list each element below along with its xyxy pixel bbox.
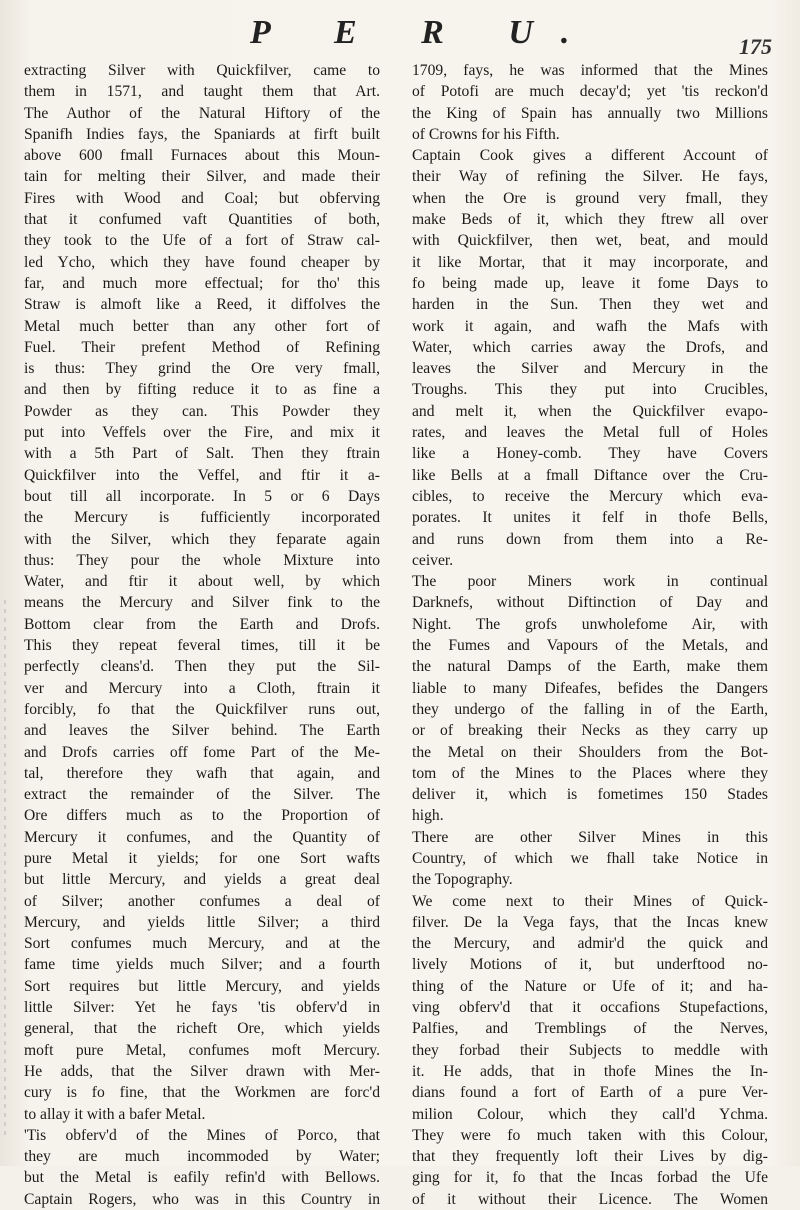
text-line: that it confumed vaft Quantities of both,: [24, 211, 380, 229]
text-line: the Fumes and Vapours of the Metals, and: [412, 637, 768, 655]
text-line: pure Metal it yields; for one Sort wafts: [24, 849, 380, 867]
text-line: when the Ore is ground very fmall, they: [412, 189, 768, 207]
text-line: tom of the Mines to the Places where they: [412, 764, 768, 782]
text-line: with a 5th Part of Salt. Then they ftrain: [24, 445, 380, 463]
text-line: dians found a fort of Earth of a pure Ver-: [412, 1084, 768, 1102]
text-line: 'Tis obferv'd of the Mines of Porco, that: [24, 1126, 380, 1144]
text-line: Powder as they can. This Powder they: [24, 402, 380, 420]
text-line: We come next to their Mines of Quick-: [412, 892, 768, 910]
text-line: little Silver: Yet he fays 'tis obferv'd in: [24, 999, 380, 1017]
text-line: of Crowns for his Fifth.: [412, 125, 560, 143]
text-line: tal, therefore they wafh that again, and: [24, 764, 380, 782]
text-line: it like Mortar, that it may incorporate, and: [412, 253, 768, 271]
text-line: like Bells at a fmall Diftance over the Cru-: [412, 466, 768, 484]
text-line: He adds, that the Silver drawn with Mer-: [24, 1062, 380, 1080]
text-line: but little Mercury, and yields a great deal: [24, 871, 380, 889]
margin-shadow: [4, 600, 6, 1140]
text-line: Sort confumes much Mercury, and at the: [24, 935, 380, 953]
text-line: ving obferv'd that it occafions Stupefactions,: [412, 999, 768, 1017]
text-line: Darknefs, without Diftinction of Day and: [412, 594, 768, 612]
text-line: of it without their Licence. The Women: [412, 1190, 768, 1208]
text-line: moft pure Metal, confumes moft Mercury.: [24, 1041, 380, 1059]
text-line: make Beds of it, which they ftrew all over: [412, 211, 768, 229]
text-line: The poor Miners work in continual: [412, 573, 768, 591]
text-line: thus: They pour the whole Mixture into: [24, 551, 380, 569]
text-line: means the Mercury and Silver fink to the: [24, 594, 380, 612]
text-line: deliver it, which is fometimes 150 Stades: [412, 786, 768, 804]
text-line: the King of Spain has annually two Millions: [412, 104, 768, 122]
text-line: Sort requires but little Mercury, and yields: [24, 977, 380, 995]
text-line: Water, and ftir it about well, by which: [24, 573, 380, 591]
text-line: of Silver; another confumes a deal of: [24, 892, 380, 910]
text-line: Mercury, and yields little Silver; a third: [24, 913, 380, 931]
text-line: rates, and leaves the Metal full of Holes: [412, 424, 768, 442]
text-line: ging for it, fo that the Incas forbad the Ufe: [412, 1169, 768, 1187]
text-line: extract the remainder of the Silver. The: [24, 786, 380, 804]
text-line: they undergo of the falling in of the Earth,: [412, 700, 768, 718]
text-line: work it again, and wafh the Mafs with: [412, 317, 768, 335]
text-line: they are much incommoded by Water;: [24, 1148, 380, 1166]
text-line: them in 1571, and taught them that Art.: [24, 83, 380, 101]
text-line: filver. De la Vega fays, that the Incas knew: [412, 913, 768, 931]
text-line: to allay it with a bafer Metal.: [24, 1105, 206, 1123]
text-line: cury is fo fine, that the Workmen are forc'd: [24, 1084, 380, 1102]
text-line: the Mercury, and admir'd the quick and: [412, 935, 768, 953]
text-line: put into Veffels over the Fire, and mix it: [24, 424, 380, 442]
running-head: P E R U.: [250, 14, 598, 51]
text-line: Spanifh Indies fays, the Spaniards at firft built: [24, 125, 380, 143]
text-line: perfectly cleans'd. Then they put the Sil-: [24, 658, 380, 676]
text-line: general, that the richeft Ore, which yields: [24, 1020, 380, 1038]
text-line: it. He adds, that in thofe Mines the In-: [412, 1062, 768, 1080]
text-line: 1709, fays, he was informed that the Mines: [412, 62, 768, 79]
text-line: fo being made up, leave it fome Days to: [412, 274, 768, 292]
text-line: harden in the Sun. Then they wet and: [412, 296, 768, 314]
text-line: the natural Damps of the Earth, make them: [412, 658, 768, 676]
text-line: is thus: They grind the Ore very fmall,: [24, 360, 380, 378]
text-line: Fires with Wood and Coal; but obferving: [24, 189, 380, 207]
right-text-column: [412, 60, 768, 1210]
text-line: tain for melting their Silver, and made their: [24, 168, 380, 186]
text-line: Ore differs much as to the Proportion of: [24, 807, 380, 825]
text-line: Metal much better than any other fort of: [24, 317, 380, 335]
text-line: and then by fifting reduce it to as fine a: [24, 381, 380, 399]
text-line: liable to many Difeafes, befides the Dangers: [412, 679, 768, 697]
text-line: Water, which carries away the Drofs, and: [412, 338, 768, 356]
text-line: or of breaking their Necks as they carry up: [412, 722, 768, 740]
text-line: There are other Silver Mines in this: [412, 828, 768, 846]
text-line: they took to the Ufe of a fort of Straw cal-: [24, 232, 380, 250]
page-header: [0, 6, 800, 66]
text-line: bout till all incorporate. In 5 or 6 Days: [24, 487, 380, 505]
text-line: and melt it, when the Quickfilver evapo-: [412, 402, 768, 420]
text-line: milion Colour, which they call'd Ychma.: [412, 1105, 768, 1123]
text-line: Captain Cook gives a different Account of: [412, 147, 768, 165]
text-line: the Metal on their Shoulders from the Bot-: [412, 743, 768, 761]
text-line: and leaves the Silver behind. The Earth: [24, 722, 380, 740]
text-line: they forbad their Subjects to meddle with: [412, 1041, 768, 1059]
text-line: The Author of the Natural Hiftory of the: [24, 104, 380, 122]
text-line: Bottom clear from the Earth and Drofs.: [24, 615, 380, 633]
text-line: like a Honey-comb. They have Covers: [412, 445, 768, 463]
text-line: with Quickfilver, then wet, beat, and mould: [412, 232, 768, 250]
text-line: extracting Silver with Quickfilver, came to: [24, 62, 380, 79]
text-line: Captain Rogers, who was in this Country in: [24, 1190, 380, 1208]
text-line: leaves the Silver and Mercury in the: [412, 360, 768, 378]
text-line: Country, of which we fhall take Notice in: [412, 849, 768, 867]
text-line: Mercury it confumes, and the Quantity of: [24, 828, 380, 846]
text-line: Troughs. This they put into Crucibles,: [412, 381, 768, 399]
text-line: above 600 fmall Furnaces about this Moun-: [24, 147, 380, 165]
text-line: Night. The grofs unwholefome Air, with: [412, 615, 768, 633]
text-line: Fuel. Their prefent Method of Refining: [24, 338, 380, 356]
text-line: They were fo much taken with this Colour,: [412, 1126, 768, 1144]
text-line: cibles, to receive the Mercury which eva-: [412, 487, 768, 505]
text-line: This they repeat feveral times, till it be: [24, 637, 380, 655]
text-line: the Mercury is fufficiently incorporated: [24, 509, 380, 527]
text-line: thing of the Nature or Ufe of it; and ha-: [412, 977, 768, 995]
text-line: far, and much more effectual; for tho' this: [24, 274, 380, 292]
left-text-column: [24, 60, 380, 1210]
text-line: ver and Mercury into a Cloth, ftrain it: [24, 679, 380, 697]
text-line: Quickfilver into the Veffel, and ftir it a-: [24, 466, 380, 484]
text-line: forcibly, fo that the Quickfilver runs out,: [24, 700, 380, 718]
text-line: lively Motions of it, but underftood no-: [412, 956, 768, 974]
text-line: with the Silver, which they feparate again: [24, 530, 380, 548]
text-line: fame time yields much Silver; and a fourth: [24, 956, 380, 974]
text-line: ceiver.: [412, 551, 454, 569]
text-line: porates. It unites it felf in thofe Bells,: [412, 509, 768, 527]
text-line: that they frequently loft their Lives by dig-: [412, 1148, 768, 1166]
text-line: and runs down from them into a Re-: [412, 530, 768, 548]
page-number: 175: [739, 34, 772, 59]
text-line: the Topography.: [412, 871, 513, 889]
text-line: Straw is almoft like a Reed, it diffolves the: [24, 296, 380, 314]
text-line: high.: [412, 807, 444, 825]
text-line: of Potofi are much decay'd; yet 'tis reckon'd: [412, 83, 768, 101]
text-line: but the Metal is eafily refin'd with Bellows.: [24, 1169, 380, 1187]
text-line: and Drofs carries off fome Part of the Me-: [24, 743, 380, 761]
text-line: their Way of refining the Silver. He fays,: [412, 168, 768, 186]
text-line: Palfies, and Tremblings of the Nerves,: [412, 1020, 768, 1038]
text-line: led Ycho, which they have found cheaper by: [24, 253, 380, 271]
